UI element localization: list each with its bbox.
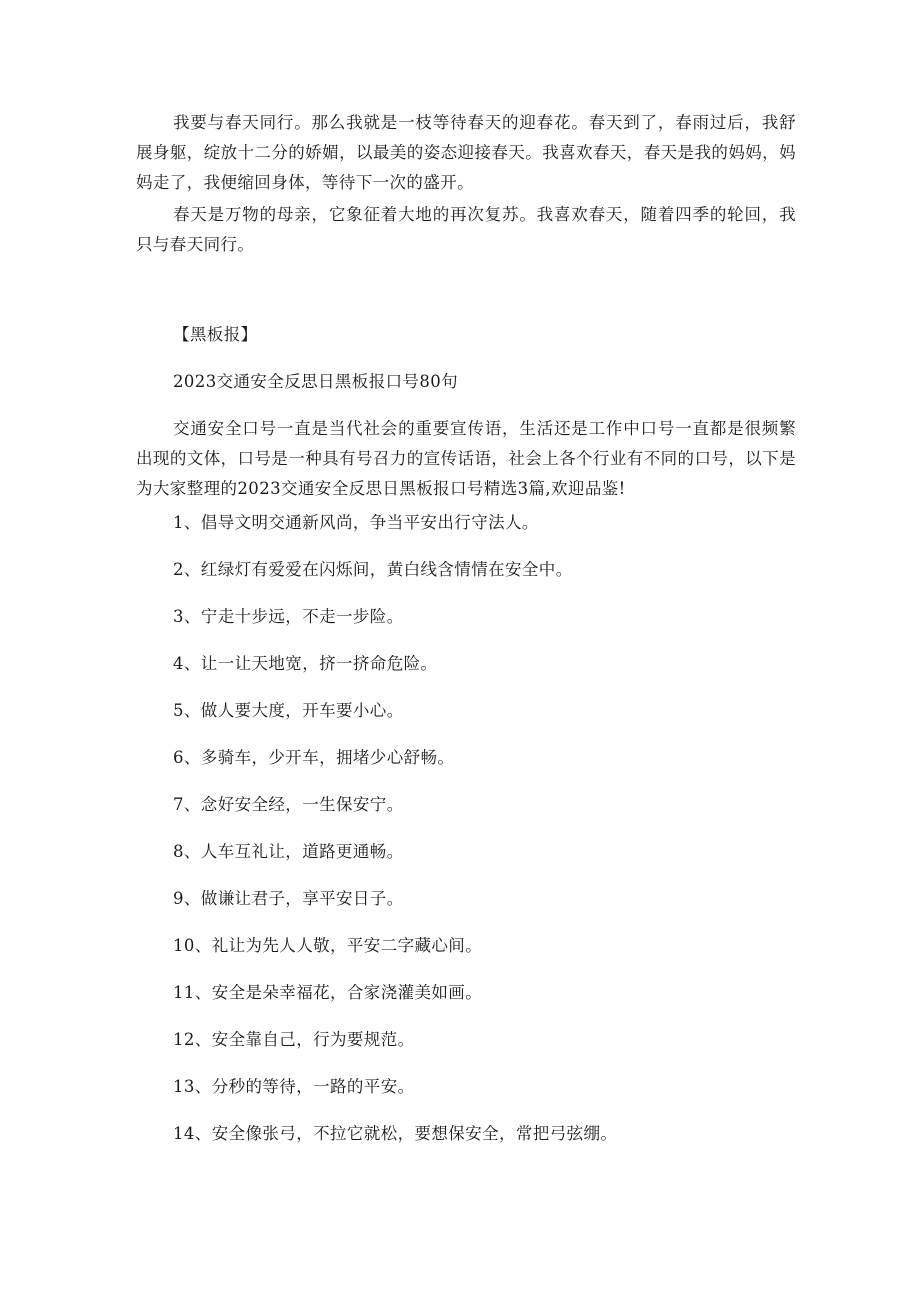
list-item: 9、做谦让君子，享平安日子。 <box>173 889 404 908</box>
list-item: 11、安全是朵幸福花，合家浇灌美如画。 <box>173 983 483 1002</box>
list-item: 1、倡导文明交通新风尚，争当平安出行守法人。 <box>173 513 539 532</box>
essay-paragraph-1: 我要与春天同行。那么我就是一枝等待春天的迎春花。春天到了，春雨过后，我舒展身躯，绽放十二分的娇媚，以最美的姿态迎接春天。我喜欢春天，春天是我的妈妈，妈妈走了，我便缩回身体，等待下一次的盛开。 <box>136 113 796 192</box>
list-item: 8、人车互礼让，道路更通畅。 <box>173 842 404 861</box>
list-item: 4、让一让天地宽，挤一挤命危险。 <box>173 654 438 673</box>
essay-paragraph-2: 春天是万物的母亲，它象征着大地的再次复苏。我喜欢春天，随着四季的轮回，我只与春天同行。 <box>136 205 796 254</box>
section-intro: 交通安全口号一直是当代社会的重要宣传语，生活还是工作中口号一直都是很频繁出现的文体，口号是一种具有号召力的宣传话语，社会上各个行业有不同的口号，以下是为大家整理的2023交通安全反思日黑板报口号精选3篇,欢迎品鉴! <box>136 419 796 498</box>
list-item: 3、宁走十步远，不走一步险。 <box>173 607 404 626</box>
list-item: 5、做人要大度，开车要小心。 <box>173 701 404 720</box>
list-item: 2、红绿灯有爱爱在闪烁间，黄白线含情情在安全中。 <box>173 560 573 579</box>
list-item: 13、分秒的等待，一路的平安。 <box>173 1077 415 1096</box>
list-item: 6、多骑车，少开车，拥堵少心舒畅。 <box>173 748 455 767</box>
list-item: 7、念好安全经，一生保安宁。 <box>173 795 404 814</box>
section-tag: 【黑板报】 <box>173 325 258 344</box>
slogan-list <box>173 508 617 1166</box>
list-item: 14、安全像张弓，不拉它就松，要想保安全，常把弓弦绷。 <box>173 1124 618 1143</box>
list-item: 10、礼让为先人人敬，平安二字藏心间。 <box>173 936 483 955</box>
list-item: 12、安全靠自己，行为要规范。 <box>173 1030 415 1049</box>
section-title: 2023交通安全反思日黑板报口号80句 <box>173 372 459 391</box>
